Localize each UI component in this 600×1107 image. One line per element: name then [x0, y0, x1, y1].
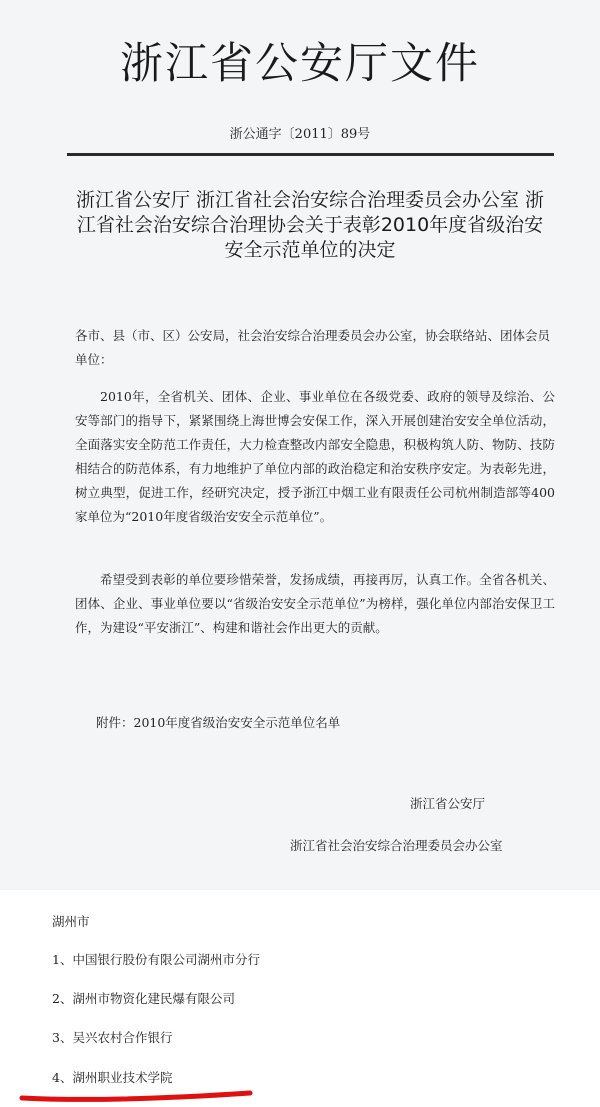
- body-paragraph: 2010年，全省机关、团体、企业、事业单位在各级党委、政府的领导及综治、公安等部门的指导下，紧紧围绕上海世博会安保工作，深入开展创建治安安全单位活动，全面落实安全防范工作责任，大力检查整改内部安全隐患，积极构筑人防、物防、技防相结合的防范体系，有力地维护了单位内部的政治稳定和治安秩序安定。为表彰先进，树立典型，促进工作，经研究决定，授予浙江中烟工业有限责任公司杭州制造部等400家单位为“2010年度省级治安安全示范单位”。: [75, 389, 555, 524]
- list-item: 1、中国银行股份有限公司湖州市分行: [52, 952, 260, 967]
- document-header-title: 浙江省公安厅文件: [120, 39, 480, 89]
- header-divider: [67, 153, 554, 156]
- red-underline-mark: [0, 1084, 600, 1104]
- body-paragraph: 希望受到表彰的单位要珍惜荣誉，发扬成绩，再接再厉，认真工作。全省各机关、团体、企业、事业单位要以“省级治安安全示范单位”为榜样，强化单位内部治安保卫工作，为建设“平安浙江”、构建和谐社会作出更大的贡献。: [75, 572, 555, 635]
- decision-title: 浙江省公安厅 浙江省社会治安综合治理委员会办公室 浙江省社会治安综合治理协会关于表彰2010年度省级治安安全示范单位的决定: [75, 189, 545, 261]
- document-number: 浙公通字〔2011〕89号: [229, 127, 371, 142]
- signature-issuer: 浙江省社会治安综合治理委员会办公室: [290, 838, 503, 853]
- list-item: 3、吴兴农村合作银行: [52, 1030, 173, 1045]
- list-city-heading: 湖州市: [52, 914, 90, 929]
- list-item: 2、湖州市物资化建民爆有限公司: [52, 991, 235, 1006]
- list-item: 4、湖州职业技术学院: [52, 1070, 173, 1085]
- salutation: 各市、县（市、区）公安局，社会治安综合治理委员会办公室，协会联络站、团体会员单位：: [75, 328, 551, 367]
- signature-issuer: 浙江省公安厅: [410, 796, 486, 811]
- attachment-note: 附件：2010年度省级治安安全示范单位名单: [96, 715, 341, 730]
